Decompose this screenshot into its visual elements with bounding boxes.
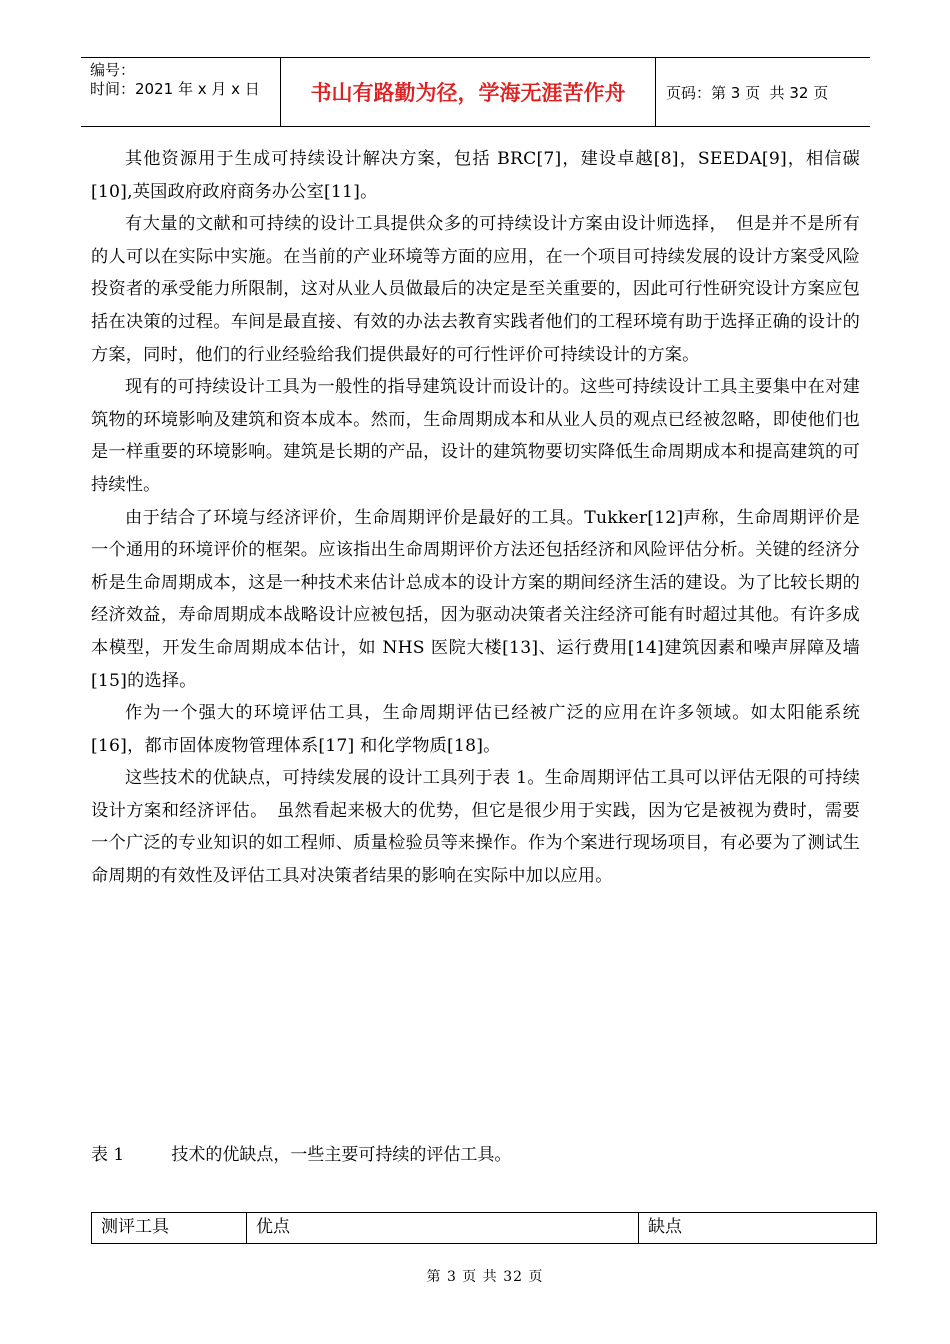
header-page-info — [656, 58, 870, 126]
paragraph: 现有的可持续设计工具为一般性的指导建筑设计而设计的。这些可持续设计工具主要集中在对建筑物的环境影响及建筑和资本成本。然而，生命周期成本和从业人员的观点已经被忽略，即使他们也是一样重要的环境影响。建筑是长期的产品，设计的建筑物要切实降低生命周期成本和提高建筑的可持续性。 — [91, 377, 860, 495]
document-header — [81, 57, 870, 127]
table-number: 表 1 — [91, 1145, 125, 1165]
header-serial-label: 编号： — [90, 61, 136, 79]
paragraph: 这些技术的优缺点，可持续发展的设计工具列于表 1。生命周期评估工具可以评估无限的可持续设计方案和经济评估。 虽然看起来极大的优势，但它是很少用于实践，因为它是被视为费时，需要一个广泛的专业知识的如工程师、质量检验员等来操作。作为个案进行现场项目，有必要为了测试生命周期的有效性及评估工具对决策者结果的影响在实际中加以应用。 — [91, 768, 860, 887]
paragraph: 有大量的文献和可持续的设计工具提供众多的可持续设计方案由设计师选择， 但是并不是所有的人可以在实际中实施。在当前的产业环境等方面的应用，在一个项目可持续发展的设计方案受风险投资者的承受能力所限制，这对从业人员做最后的决定是至关重要的，因此可行性研究设计方案应包括在决策的过程。车间是最直接、有效的办法去教育实践者他们的工程环境有助于选择正确的设计的方案，同时，他们的行业经验给我们提供最好的可行性评价可持续设计的方案。 — [91, 214, 860, 365]
table-header-cons: 缺点 — [648, 1217, 682, 1237]
table-caption — [91, 1142, 511, 1168]
header-meta — [81, 58, 281, 126]
header-page-text: 页码：第 3 页 共 32 页 — [666, 83, 829, 102]
paragraph: 其他资源用于生成可持续设计解决方案，包括 BRC[7]，建设卓越[8]，SEEDA[9]，相信碳[10],英国政府政府商务办公室[11]。 — [91, 149, 860, 202]
header-motto: 书山有路勤为径，学海无涯苦作舟 — [281, 58, 656, 126]
body-text — [91, 143, 860, 893]
evaluation-table — [91, 1212, 877, 1244]
paragraph: 作为一个强大的环境评估工具，生命周期评估已经被广泛的应用在许多领域。如太阳能系统[16]，都市固体废物管理体系[17] 和化学物质[18]。 — [91, 703, 860, 756]
page-footer: 第 3 页 共 32 页 — [426, 1269, 544, 1285]
table-caption-text: 技术的优缺点，一些主要可持续的评估工具。 — [171, 1145, 512, 1165]
paragraph: 由于结合了环境与经济评价，生命周期评价是最好的工具。Tukker[12]声称，生命周期评价是一个通用的环境评价的框架。应该指出生命周期评价方法还包括经济和风险评估分析。关键的经济分析是生命周期成本，这是一种技术来估计总成本的设计方案的期间经济生活的建设。为了比较长期的经济效益，寿命周期成本战略设计应被包括，因为驱动决策者关注经济可能有时超过其他。有许多成本模型，开发生命周期成本估计，如 NHS 医院大楼[13]、运行费用[14]建筑因素和噪声屏障及墙[15]的选择。 — [91, 507, 860, 691]
table-header-tool: 测评工具 — [92, 1213, 247, 1243]
table-header-pros: 优点 — [247, 1213, 639, 1243]
header-date: 时间：2021 年 x 月 x 日 — [90, 80, 260, 98]
